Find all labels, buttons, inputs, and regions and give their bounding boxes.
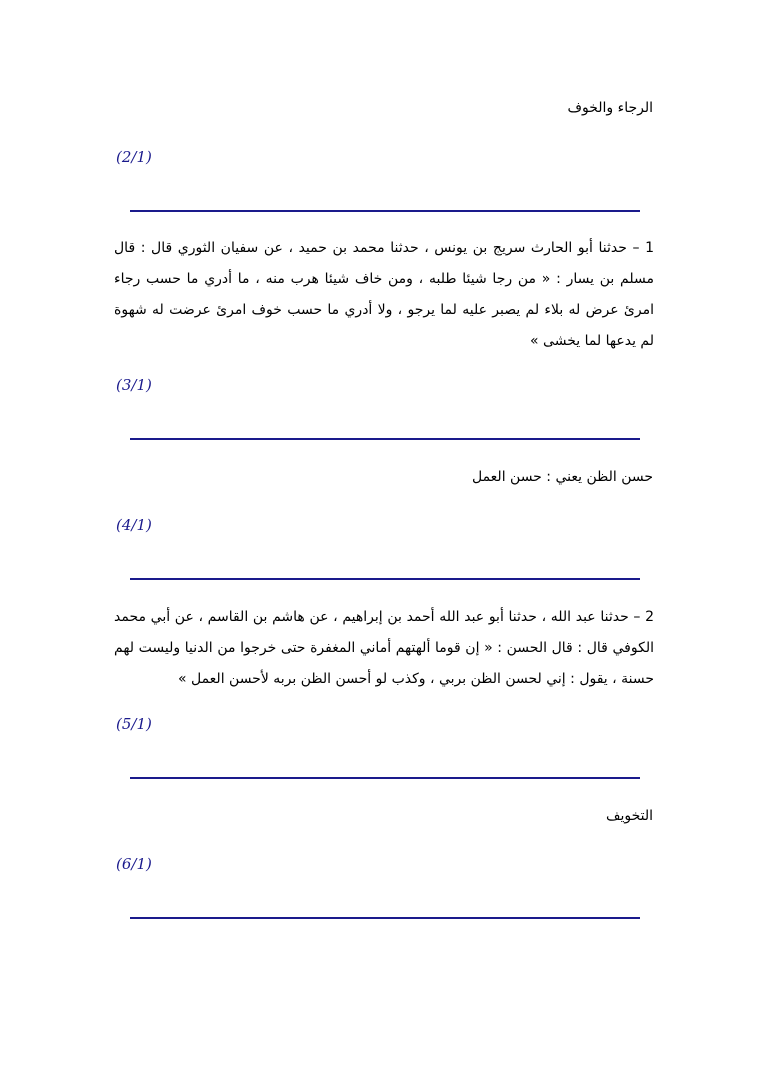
page-number: (6/1) xyxy=(116,855,152,873)
section-heading: حسن الظن يعني : حسن العمل xyxy=(471,469,653,485)
hadith-paragraph: 1 – حدثنا أبو الحارث سريج بن يونس ، حدثنا محمد بن حميد ، عن سفيان الثوري قال : قال مسلم بن يسار : « من رجا شيئا طلبه ، ومن خاف شيئا هرب منه ، ما أدري ما حسب رجاء امرئ عرض له بلاء لم يصبر عليه لما يرجو ، ولا أدري ما حسب خوف امرئ عرضت له شهوة لم يدعها لما يخشى » xyxy=(114,240,654,349)
separator-line xyxy=(130,917,640,919)
page-number: (5/1) xyxy=(116,715,152,733)
page-number: (2/1) xyxy=(116,148,152,166)
separator-line xyxy=(130,777,640,779)
separator-line xyxy=(130,210,640,212)
page-number: (3/1) xyxy=(116,376,152,394)
page-number: (4/1) xyxy=(116,516,152,534)
separator-line xyxy=(130,438,640,440)
hadith-paragraph: 2 – حدثنا عبد الله ، حدثنا أبو عبد الله أحمد بن إبراهيم ، عن هاشم بن القاسم ، عن أبي محمد الكوفي قال : قال الحسن : « إن قوما ألهتهم أماني المغفرة حتى خرجوا من الدنيا وليست لهم حسنة ، يقول : إني لحسن الظن بربي ، وكذب لو أحسن الظن بربه لأحسن العمل » xyxy=(114,609,654,687)
section-heading: التخويف xyxy=(605,808,653,824)
separator-line xyxy=(130,578,640,580)
section-heading: الرجاء والخوف xyxy=(567,100,653,116)
